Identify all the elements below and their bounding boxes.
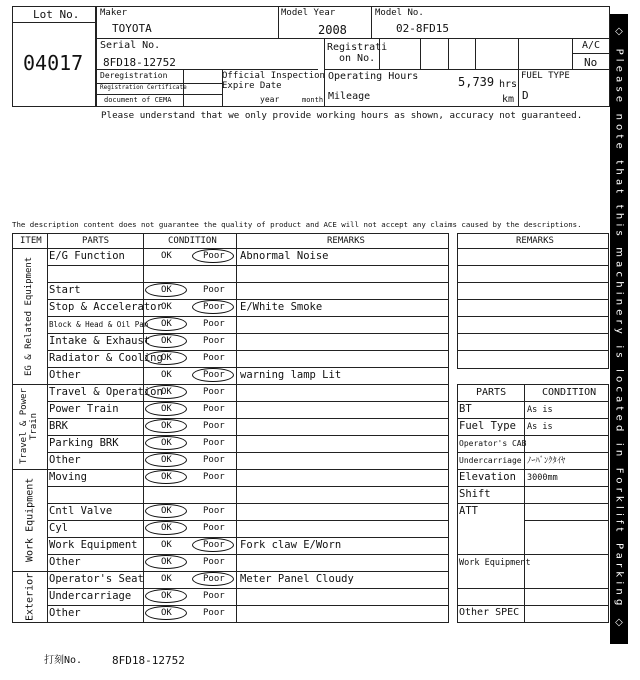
ok-label: OK [161, 540, 172, 550]
poor-label: Poor [203, 404, 225, 414]
ok-label: OK [161, 438, 172, 448]
hours-notice: Please understand that we only provide working hours as shown, accuracy not guaranteed. [101, 110, 583, 121]
part-label: Travel & Operation [49, 386, 163, 398]
poor-label: Poor [203, 336, 225, 346]
model-no-label: Model No. [375, 8, 424, 18]
spec-parts-header: PARTS [476, 387, 507, 398]
ok-selected-circle [145, 470, 187, 484]
ok-selected-circle [145, 521, 187, 535]
stamp-no-label: 打刻No. [44, 655, 83, 666]
poor-label: Poor [203, 353, 225, 363]
disclaimer: The description content does not guarantee the quality of product and ACE will not accept any claims caused by the descriptions. [12, 220, 582, 229]
ok-label: OK [161, 557, 172, 567]
col-item-header: ITEM [20, 236, 42, 246]
registration-certificate-label: Registration Certificate [100, 84, 187, 91]
part-label: Cyl [49, 522, 68, 534]
remarks-panel-header: REMARKS [516, 236, 554, 246]
stamp-no-value: 8FD18-12752 [112, 654, 185, 667]
part-label: Undercarriage [49, 590, 132, 602]
ok-label: OK [161, 285, 172, 295]
part-label: Other [49, 454, 81, 466]
registration-label-line1: Registrati [327, 42, 388, 53]
spec-condition-value: As is [527, 405, 553, 415]
poor-selected-circle [192, 249, 234, 263]
poor-label: Poor [203, 438, 225, 448]
ok-label: OK [161, 455, 172, 465]
document-of-cema-label: document of CEMA [104, 96, 172, 104]
col-condition-header: CONDITION [168, 236, 217, 246]
remark-text: Meter Panel Cloudy [240, 573, 354, 585]
registration-label-line2: on No. [339, 53, 376, 64]
ok-label: OK [161, 302, 172, 312]
ok-selected-circle [145, 385, 187, 399]
ok-selected-circle [145, 402, 187, 416]
poor-label: Poor [203, 591, 225, 601]
serial-no-label: Serial No. [100, 40, 161, 51]
ok-label: OK [161, 523, 172, 533]
poor-selected-circle [192, 538, 234, 552]
part-label: Block & Head & Oil Pan [49, 320, 149, 329]
maker-value: TOYOTA [112, 22, 152, 35]
spec-other-label: Other SPEC [459, 607, 520, 618]
part-label: Intake & Exhaust [49, 335, 151, 347]
ok-selected-circle [145, 606, 187, 620]
group-label: EG & Related Equipment [24, 256, 35, 376]
deregistration-label: Deregistration [100, 71, 168, 80]
mileage-label: Mileage [328, 91, 371, 102]
ok-selected-circle [145, 351, 187, 365]
serial-no-value: 8FD18-12752 [103, 56, 176, 69]
remarks-panel [457, 233, 609, 369]
part-label: Other [49, 607, 81, 619]
ac-label: A/C [582, 40, 601, 51]
ok-label: OK [161, 319, 172, 329]
poor-label: Poor [203, 370, 225, 380]
fuel-type-value: D [522, 89, 529, 102]
ok-selected-circle [145, 317, 187, 331]
ok-label: OK [161, 251, 172, 261]
ok-label: OK [161, 591, 172, 601]
group-label: Travel & Power Train [19, 388, 39, 465]
ok-label: OK [161, 387, 172, 397]
poor-selected-circle [192, 300, 234, 314]
part-label: Radiator & Cooling [49, 352, 163, 364]
poor-label: Poor [203, 387, 225, 397]
poor-selected-circle [192, 572, 234, 586]
part-label: Other [49, 556, 81, 568]
hrs-label: hrs [499, 79, 518, 90]
ok-label: OK [161, 574, 172, 584]
spec-work-equipment-label: Work Equipment [459, 558, 531, 568]
ok-selected-circle [145, 504, 187, 518]
poor-label: Poor [203, 472, 225, 482]
model-no-value: 02-8FD15 [396, 22, 449, 35]
part-label: Start [49, 284, 81, 296]
spec-condition-value: ﾉｰﾊﾞﾝｸﾀｲﾔ [527, 456, 566, 466]
ok-selected-circle [145, 453, 187, 467]
spec-condition-header: CONDITION [542, 387, 597, 398]
spec-part-label: Fuel Type [459, 420, 516, 432]
poor-label: Poor [203, 506, 225, 516]
part-label: Work Equipment [49, 539, 138, 551]
part-label: Other [49, 369, 81, 381]
group-label: Exterior [24, 572, 36, 621]
poor-selected-circle [192, 368, 234, 382]
poor-label: Poor [203, 302, 225, 312]
poor-label: Poor [203, 540, 225, 550]
poor-label: Poor [203, 557, 225, 567]
part-label: E/G Function [49, 250, 125, 262]
part-label: Moving [49, 471, 87, 483]
official-inspection-label-line1: Official Inspection [222, 71, 325, 81]
spec-condition-value: 3000mm [527, 473, 558, 483]
remark-text: Fork claw E/Worn [240, 539, 342, 551]
poor-label: Poor [203, 455, 225, 465]
ok-label: OK [161, 370, 172, 380]
part-label: Cntl Valve [49, 505, 113, 517]
poor-label: Poor [203, 523, 225, 533]
ok-label: OK [161, 421, 172, 431]
part-label: Power Train [49, 403, 119, 415]
official-inspection-label-line2: Expire Date [222, 81, 282, 91]
poor-label: Poor [203, 285, 225, 295]
group-label: Work Equipment [24, 477, 36, 563]
side-notice-banner [610, 14, 628, 644]
operating-hours-value: 5,739 [458, 75, 495, 89]
year-label: year [260, 95, 280, 104]
poor-label: Poor [203, 251, 225, 261]
col-remarks-header: REMARKS [327, 236, 365, 246]
spec-part-label: Operator's CAB [459, 439, 527, 448]
ok-label: OK [161, 608, 172, 618]
ok-selected-circle [145, 436, 187, 450]
ok-selected-circle [145, 555, 187, 569]
side-notice-text: ◇ Please note that this machinery is located in Forklift Parking ◇ [613, 25, 625, 633]
part-label: Parking BRK [49, 437, 119, 449]
operating-hours-label: Operating Hours [328, 71, 419, 82]
ok-selected-circle [145, 589, 187, 603]
ok-selected-circle [145, 419, 187, 433]
spec-part-label: ATT [459, 505, 478, 517]
model-year-label: Model Year [281, 8, 336, 18]
model-year-value: 2008 [318, 23, 347, 37]
lot-number: 04017 [23, 51, 84, 75]
ok-label: OK [161, 353, 172, 363]
spec-part-label: Undercarriage [459, 456, 522, 465]
ok-label: OK [161, 472, 172, 482]
maker-label: Maker [100, 8, 128, 18]
remark-text: Abnormal Noise [240, 250, 329, 262]
part-label: Stop & Accelerator [49, 301, 163, 313]
part-label: Operator's Seat [49, 573, 144, 585]
spec-condition-value: As is [527, 422, 553, 432]
ok-label: OK [161, 404, 172, 414]
poor-label: Poor [203, 608, 225, 618]
part-label: BRK [49, 420, 68, 432]
remark-text: E/White Smoke [240, 301, 323, 313]
spec-part-label: Elevation [459, 471, 516, 483]
km-label: km [502, 94, 515, 105]
ok-label: OK [161, 506, 172, 516]
ok-selected-circle [145, 283, 187, 297]
month-label: month [302, 96, 324, 104]
poor-label: Poor [203, 574, 225, 584]
poor-label: Poor [203, 319, 225, 329]
remark-text: warning lamp Lit [240, 369, 342, 381]
ok-label: OK [161, 336, 172, 346]
poor-label: Poor [203, 421, 225, 431]
lot-no-label: Lot No. [33, 8, 80, 21]
spec-part-label: Shift [459, 488, 491, 500]
spec-part-label: BT [459, 403, 472, 415]
ok-selected-circle [145, 334, 187, 348]
col-parts-header: PARTS [82, 236, 110, 246]
fuel-type-label: FUEL TYPE [521, 71, 570, 81]
ac-value: No [584, 56, 598, 69]
